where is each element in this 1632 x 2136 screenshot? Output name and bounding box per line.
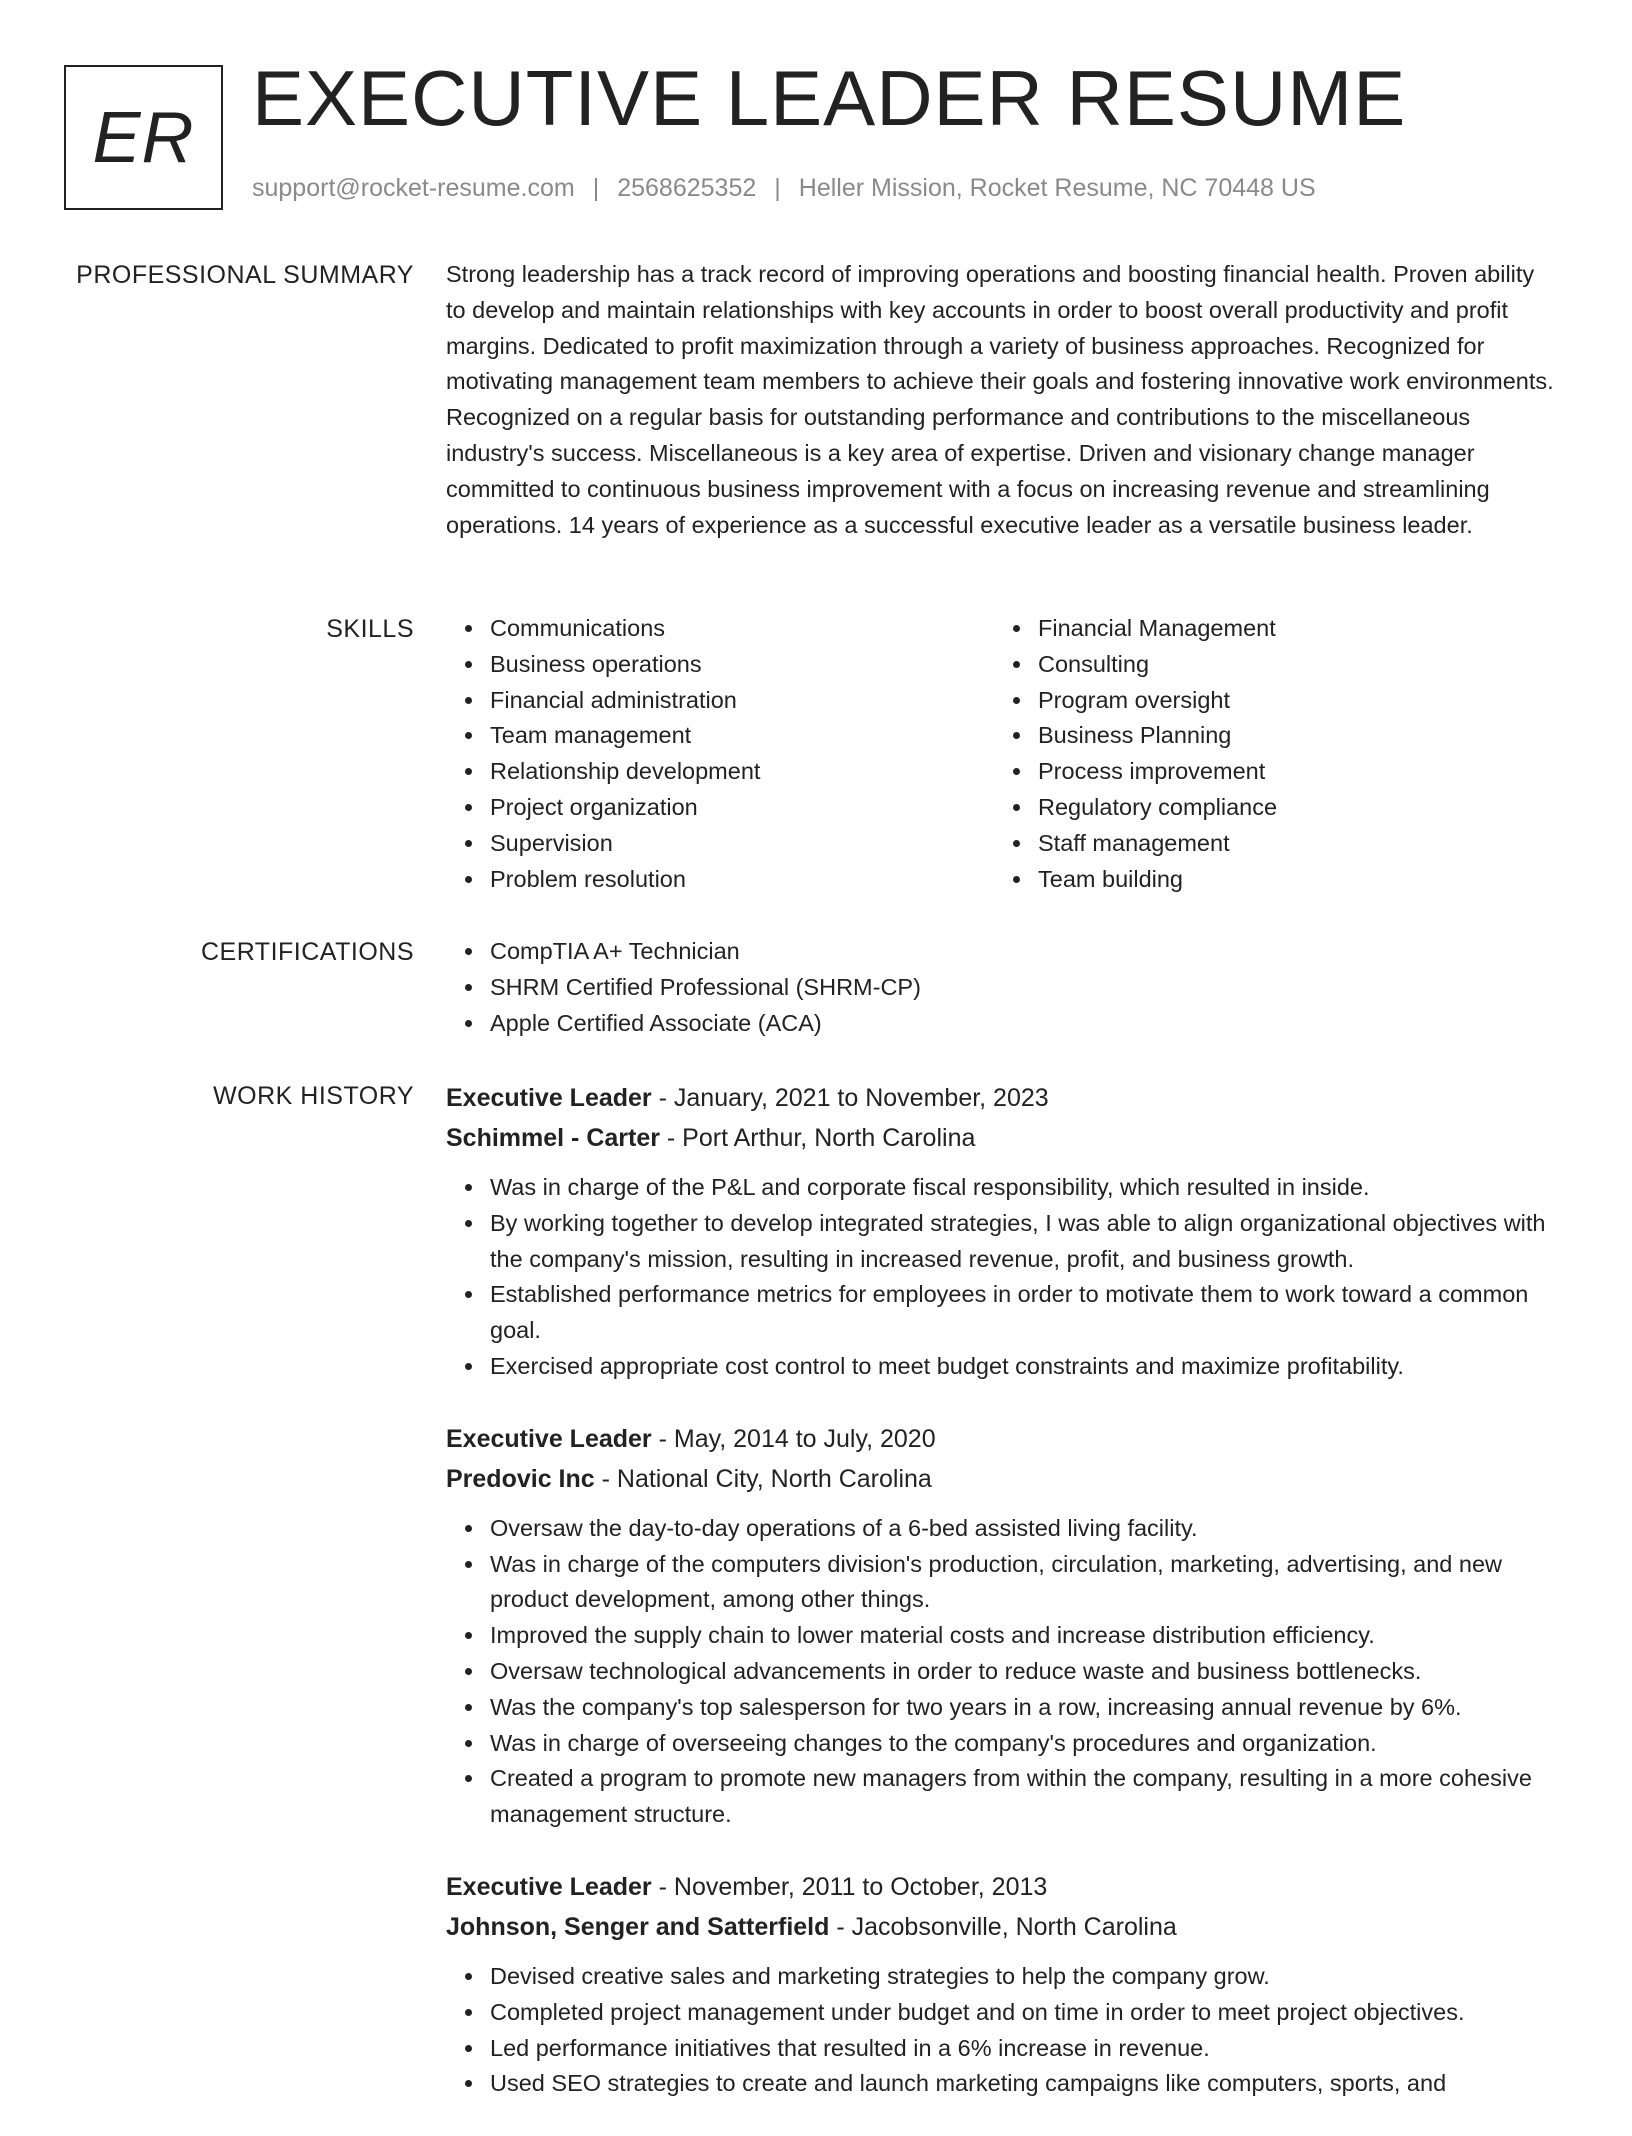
job-dates: - May, 2014 to July, 2020 [651,1424,936,1453]
job-dates: - January, 2021 to November, 2023 [651,1084,1049,1112]
job-bullet: Oversaw technological advancements in order to reduce waste and business bottlenecks. [446,1654,1556,1690]
certifications-list [446,934,1556,1041]
skill-item: Consulting [994,647,1542,683]
job-bullet: Was in charge of the P&L and corporate fiscal responsibility, which resulted in inside. [446,1170,1556,1206]
skill-item: Problem resolution [446,862,994,898]
certification-item: Apple Certified Associate (ACA) [446,1006,1556,1042]
contact-email: support@rocket-resume.com [252,174,575,202]
contact-phone: 2568625352 [617,174,757,202]
work-history-body [446,1078,1556,2136]
job-bullet: Improved the supply chain to lower material costs and increase distribution efficiency. [446,1618,1556,1654]
skill-item: Business Planning [994,718,1542,754]
skill-item: Staff management [994,826,1542,862]
summary-body [446,257,1556,543]
job-bullet: Was in charge of overseeing changes to the company's procedures and organization. [446,1726,1556,1762]
job-bullet: Established performance metrics for employees in order to motivate them to work toward a common goal. [446,1277,1556,1349]
job-entry [446,1078,1556,1385]
skills-heading: SKILLS [326,615,414,643]
job-role-line [446,1078,1556,1118]
contact-line [252,174,1316,203]
job-entry [446,1419,1556,1833]
job-role: Executive Leader [446,1872,652,1901]
skill-item: Team management [446,718,994,754]
skills-list-right [994,611,1542,897]
job-bullets [446,1959,1556,2102]
job-bullet: Exercised appropriate cost control to meet budget constraints and maximize profitability. [446,1349,1556,1385]
contact-address: Heller Mission, Rocket Resume, NC 70448 US [798,174,1316,202]
skill-item: Business operations [446,647,994,683]
job-bullet: Created a program to promote new managers from within the company, resulting in a more cohesive management structure. [446,1761,1556,1833]
job-company: Predovic Inc [446,1464,595,1493]
skill-item: Supervision [446,826,994,862]
certifications-body [446,934,1556,1041]
skill-item: Project organization [446,790,994,826]
job-bullet: Was in charge of the computers division's production, circulation, marketing, advertising, and new product development, among other things. [446,1547,1556,1619]
skill-item: Financial Management [994,611,1542,647]
job-bullet: Used SEO strategies to create and launch marketing campaigns like computers, sports, and [446,2066,1556,2102]
job-dates: - November, 2011 to October, 2013 [651,1872,1048,1901]
contact-separator: | [592,174,600,202]
resume-title: EXECUTIVE LEADER RESUME [252,54,1407,142]
job-bullet: By working together to develop integrated strategies, I was able to align organizational objectives with the company's mission, resulting in increased revenue, profit, and business growth. [446,1206,1556,1278]
job-role-line [446,1867,1556,1907]
job-bullet: Was the company's top salesperson for two years in a row, increasing annual revenue by 6%. [446,1690,1556,1726]
job-entry [446,1867,1556,2102]
skill-item: Process improvement [994,754,1542,790]
skill-item: Program oversight [994,683,1542,719]
skill-item: Communications [446,611,994,647]
job-company: Schimmel - Carter [446,1124,660,1152]
job-location: - Port Arthur, North Carolina [659,1124,976,1152]
summary-text: Strong leadership has a track record of improving operations and boosting financial health. Proven ability to develop and maintain relationships with key accounts in order to boost overall productivity and profit margins. Dedicated to profit maximization through a variety of business approaches. Recognized for motivating management team members to achieve their goals and fostering innovative work environments. Recognized on a regular basis for outstanding performance and contributions to the miscellaneous industry's success. Miscellaneous is a key area of expertise. Driven and visionary change manager committed to continuous business improvement with a focus on increasing revenue and streamlining operations. 14 years of experience as a successful executive leader as a versatile business leader. [446,261,1554,538]
work-history-heading: WORK HISTORY [213,1082,414,1110]
skill-item: Team building [994,862,1542,898]
certification-item: SHRM Certified Professional (SHRM-CP) [446,970,1556,1006]
summary-heading: PROFESSIONAL SUMMARY [76,261,414,289]
skills-body [446,611,1556,897]
skills-list-left [446,611,994,897]
contact-separator: | [774,174,781,202]
job-bullets [446,1170,1556,1385]
job-company-line [446,1118,1556,1158]
skill-item: Relationship development [446,754,994,790]
job-role-line [446,1419,1556,1459]
job-bullet: Oversaw the day-to-day operations of a 6-bed assisted living facility. [446,1511,1556,1547]
job-bullet: Completed project management under budget and on time in order to meet project objectives. [446,1995,1556,2031]
job-location: - Jacobsonville, North Carolina [829,1912,1177,1941]
skill-item: Regulatory compliance [994,790,1542,826]
job-bullet: Devised creative sales and marketing strategies to help the company grow. [446,1959,1556,1995]
job-role: Executive Leader [446,1424,652,1453]
job-company-line [446,1907,1556,1947]
monogram-logo: ER [64,65,223,210]
job-company: Johnson, Senger and Satterfield [446,1912,830,1941]
certification-item: CompTIA A+ Technician [446,934,1556,970]
job-location: - National City, North Carolina [594,1464,932,1493]
job-bullet: Led performance initiatives that resulted in a 6% increase in revenue. [446,2031,1556,2067]
job-role: Executive Leader [446,1084,652,1112]
job-bullets [446,1511,1556,1833]
certifications-heading: CERTIFICATIONS [200,938,414,966]
job-company-line [446,1459,1556,1499]
skill-item: Financial administration [446,683,994,719]
